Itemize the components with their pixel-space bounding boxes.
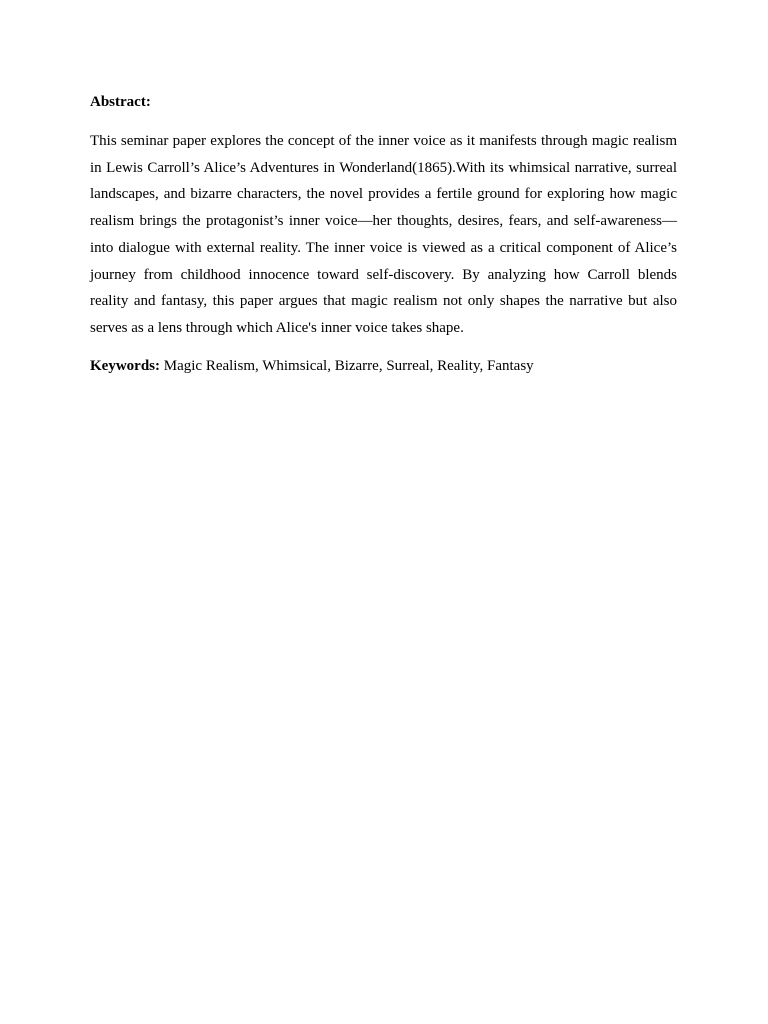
- abstract-section: [90, 90, 677, 378]
- keywords-label: Keywords:: [90, 357, 160, 374]
- keywords-line: [90, 354, 677, 378]
- keywords-text: Magic Realism, Whimsical, Bizarre, Surreal, Reality, Fantasy: [163, 357, 534, 374]
- abstract-heading: Abstract:: [90, 94, 151, 110]
- abstract-body: This seminar paper explores the concept of the inner voice as it manifests through magic realism in Lewis Carroll’s Alice’s Adventures in Wonderland(1865).With its whimsical narrative, surreal landscapes, and bizarre characters, the novel provides a fertile ground for exploring how magic realism brings the protagonist’s inner voice—her thoughts, desires, fears, and self-awareness—into dialogue with external reality. The inner voice is viewed as a critical component of Alice’s journey from childhood innocence toward self-discovery. By analyzing how Carroll blends reality and fantasy, this paper argues that magic realism not only shapes the narrative but also serves as a lens through which Alice's inner voice takes shape.: [90, 133, 677, 336]
